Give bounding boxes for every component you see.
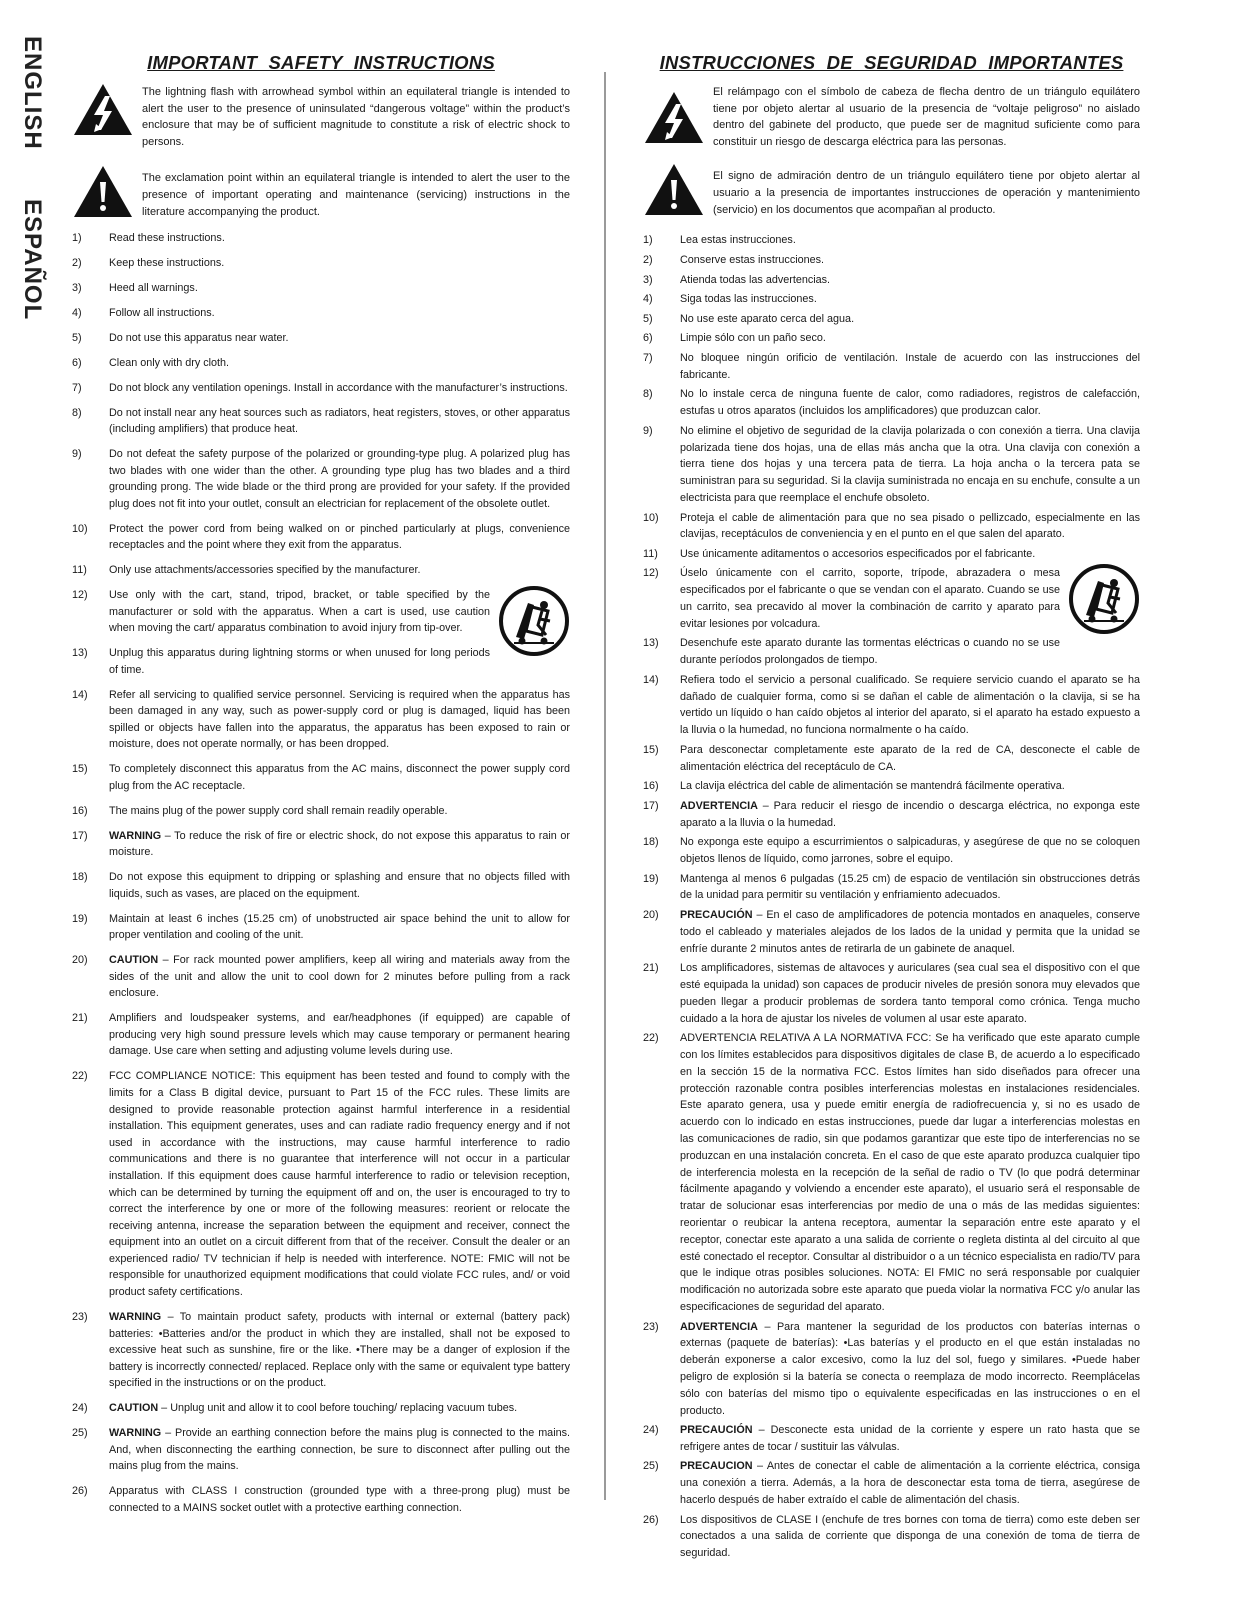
cart-tip-over-warning-icon [1068,563,1140,641]
list-item-number: 9) [72,448,82,461]
list-item [72,1400,570,1417]
list-item-text: Only use attachments/accessories specified by the manufacturer. [109,564,421,577]
list-item-label: PRECAUCIÓN [680,909,753,921]
list-item-number: 21) [643,962,659,975]
list-item-number: 25) [643,1460,659,1473]
list-item-number: 26) [643,1513,659,1526]
english-lightning-text: The lightning flash with arrowhead symbol within an equilateral triangle is intended to alert the user to the presence of uninsulated “dangerous voltage” within the product’s enclosure that may be of sufficient magnitude to constitute a risk of electric shock to persons. [142,86,570,148]
list-item-text: Do not block any ventilation openings. Install in accordance with the manufacturer’s instructions. [109,381,568,394]
list-item-label: WARNING [109,1310,162,1323]
list-item-text: Heed all warnings. [109,282,198,295]
list-item [72,952,570,1002]
list-item-number: 19) [643,872,659,885]
list-item-number: 23) [72,1310,88,1323]
spanish-exclamation-block [643,168,1140,220]
list-item-text: ADVERTENCIA RELATIVA A LA NORMATIVA FCC: Se ha verificado que este aparato cumple con los límites establecidos para dispositivos digitales de clase B, de acuerdo a lo especificado en la sección 15 de la normativa FCC. Estos límites han sido diseñados para ofrecer una protección razonable contra posibles interferencias molestas en instalaciones residenciales. Este aparato genera, usa y puede emitir energía de radiofrecuencia y, si no es usado de acuerdo con lo indicado en estas instrucciones, puede dar lugar a interferencias molestas en las comunicaciones de radio, sin que podamos garantizar que este tipo de interferencias no se produzcan en una instalación concreta. En el caso de que este aparato produzca cualquier tipo de interferencia molesta en la recepción de la señal de radio o TV (lo que podrá determinar fácilmente apagando y volviendo a encender este aparato), el usuario será el responsable de tratar de solucionar esas interferencias por medio de una o más de las medidas siguientes: reorientar o reubicar la antena receptora, aumentar la separación entre este aparato y el receptor, conectar este aparato a una salida de corriente o regleta distinta al del circuito al que esté conectado el receptor. Consultar al distribuidor o a un técnico especialista en radio/TV para que le indique otras posibles soluciones. NOTA: El FMIC no será responsable por cualquier modificación no autorizada sobre este aparato que pueda violar la normativa FCC y/o anular las especificaciones de seguridad del aparato. [680,1032,1140,1313]
list-item-text: No lo instale cerca de ninguna fuente de calor, como radiadores, registros de calefacción, estufas u otros aparatos (incluidos los amplificadores) que produzcan calor. [680,388,1140,418]
list-item-text: Maintain at least 6 inches (15.25 cm) of unobstructed air space behind the unit to allow for proper ventilation and cooling of the unit. [109,912,570,942]
list-item-number: 12) [643,567,659,580]
list-item-number: 16) [72,804,88,817]
list-item-text: Proteja el cable de alimentación para que no sea pisado o pellizcado, especialmente en las clavijas, receptáculos de conveniencia y en el punto en el que salen del aparato. [680,511,1140,541]
list-item-text: Lea estas instrucciones. [680,234,796,247]
list-item-text: No use este aparato cerca del agua. [680,312,855,325]
list-item-text: Use only with the cart, stand, tripod, bracket, or table specified by the manufacturer or sold with the apparatus. When a cart is used, use caution when moving the cart/ apparatus combination to avoid injury from tip-over. [109,589,490,635]
list-item [72,1068,570,1300]
list-item [643,672,1140,739]
language-sidebar [18,36,46,320]
list-item [72,230,570,247]
list-item-text: Unplug this apparatus during lightning storms or when unused for long periods of time. [109,647,490,676]
list-item [72,255,570,272]
column-divider [604,72,606,1500]
list-item-number: 18) [72,871,88,884]
list-item-number: 23) [643,1320,659,1333]
list-item-text: Úselo únicamente con el carrito, soporte, trípode, abrazadera o mesa especificados por el fabricante o que se vendan con el aparato. Cuando se use un carrito, sea precavido al mover la combinación de carrito y aparato para evitar lesiones por volcadura. [680,567,1060,630]
list-item [643,1458,1140,1508]
list-item-text: Refiera todo el servicio a personal cualificado. Se requiere servicio cuando el aparato se ha dañado de cualquier forma, como si se dañan el cable de alimentación o la clavija, si se ha vertido un líquido o han caído objetos al interior del aparato, si el aparato ha estado expuesto a la lluvia o la humedad, no funciona normalmente o ha caído. [680,673,1140,737]
list-item [643,834,1140,868]
list-item [643,311,1140,328]
list-item [643,510,1140,544]
list-item-text: Do not expose this equipment to dripping or splashing and ensure that no objects filled with liquids, such as vases, are placed on the equipment. [109,871,570,900]
list-item-number: 20) [643,909,659,921]
list-item-number: 3) [72,282,82,295]
list-item-text: – Provide an earthing connection before the mains plug is connected to the mains. And, when disconnecting the earthing connection, be sure to disconnect after pulling out the mains plug from the mains. [109,1427,570,1473]
list-item [72,761,570,794]
list-item [643,386,1140,420]
list-item-number: 18) [643,836,659,849]
list-item-number: 22) [72,1070,88,1083]
list-item [72,1309,570,1392]
list-item-text: Para desconectar completamente este aparato de la red de CA, desconecte el cable de alimentación eléctrica del receptáculo de CA. [680,743,1140,773]
list-item-text: – For rack mounted power amplifiers, keep all wiring and materials away from the sides of the unit and allow the unit to cool down for 2 minutes before pulling from a rack enclosure. [109,954,570,1000]
list-item [643,742,1140,776]
list-item-number: 15) [72,763,88,776]
lightning-warning-icon [72,82,134,144]
list-item-text: Amplifiers and loudspeaker systems, and ear/headphones (if equipped) are capable of producing very high sound pressure levels which may cause temporary or permanent hearing damage. Use care when setting and adjusting volume levels during use. [109,1012,570,1058]
list-item-label: PRECAUCIÓN [680,1424,753,1437]
list-item-text: Los dispositivos de CLASE I (enchufe de tres bornes con toma de tierra) como este deben ser conectados a una salida de corriente que disponga de una conexión de toma de tierra de seguridad. [680,1513,1140,1560]
list-item-label: ADVERTENCIA [680,799,758,812]
list-item-text: – To maintain product safety, products with internal or external (battery pack) batteries: •Batteries and/or the product in which they are installed, shall not be exposed to excessive heat such as sunshine, fire or the like. •There may be a danger of explosion if the battery is incorrectly connected/ replaced. Replace only with the same or equivalent type battery specified in the instructions or on the product. [109,1310,570,1390]
list-item [643,565,1140,632]
list-item-number: 2) [72,257,82,270]
list-item-label: PRECAUCION [680,1460,753,1473]
list-item [72,869,570,902]
list-item [72,355,570,372]
list-item [643,960,1140,1027]
list-item-text: – Para reducir el riesgo de incendio o descarga eléctrica, no exponga este aparato a la lluvia o la humedad. [680,799,1140,829]
list-item [643,798,1140,832]
list-item [72,521,570,554]
list-item-number: 1) [72,232,82,245]
list-item-text: – Para mantener la seguridad de los productos con baterías internas o externas (paquete de baterías): •Las baterías y el producto en el que están instaladas no deberán exponerse a calor excesivo, como la luz del sol, fuego y similares. •Puede haber peligro de explosión si la batería se conecta o reemplaza de modo incorrecto. Reemplácelas sólo con baterías del mismo tipo o equivalente especificadas en las instrucciones o en el producto. [680,1320,1140,1417]
list-item-number: 24) [72,1402,88,1415]
list-item-number: 13) [643,637,659,650]
list-item [72,803,570,820]
list-item-number: 26) [72,1485,88,1498]
list-item-text: – Desconecte esta unidad de la corriente y espere un rato hasta que se refrigere antes de tocar / sustituir las válvulas. [680,1424,1140,1453]
list-item-number: 7) [72,381,82,394]
list-item-number: 15) [643,743,659,756]
exclamation-warning-icon [72,164,134,226]
list-item-label: CAUTION [109,1402,159,1415]
english-column [72,50,570,1525]
list-item [72,562,570,579]
list-item-number: 11) [72,564,87,577]
list-item [643,546,1140,563]
list-item-number: 20) [72,954,88,967]
list-item-text: Use únicamente aditamentos o accesorios especificados por el fabricante. [680,547,1036,560]
list-item [643,423,1140,507]
list-item-label: WARNING [109,829,162,842]
list-item [72,280,570,297]
list-item [72,1483,570,1516]
list-item [643,635,1140,669]
list-item-number: 6) [643,332,653,345]
list-item-number: 3) [643,273,653,286]
list-item-text: FCC COMPLIANCE NOTICE: This equipment has been tested and found to comply with the limits for a Class B digital device, pursuant to Part 15 of the FCC rules. These limits are designed to provide reasonable protection against harmful interference in a residential installation. This equipment generates, uses and can radiate radio frequency energy and if not used in accordance with the instructions, may cause harmful interference to radio communications and there is no guarantee that interference will not occur in a particular installation. If this equipment does cause harmful interference to radio or television reception, which can be determined by turning the equipment off and on, the user is encouraged to try to correct the interference by one or more of the following measures: reorient or relocate the receiving antenna, increase the separation between the equipment and receiver, connect the equipment into an outlet on a circuit different from that of the receiver. Consult the dealer or an experienced radio/ TV technician if help is needed with interference. NOTE: FMIC will not be responsible for unauthorized equipment modifications that could violate FCC rules, and/ or void product safety certifications. [109,1070,570,1299]
list-item-text: Refer all servicing to qualified service personnel. Servicing is required when the apparatus has been damaged in any way, such as power-supply cord or plug is damaged, liquid has been spilled or objects have fallen into the apparatus, the apparatus has been exposed to rain or moisture, does not operate normally, or has been dropped. [109,688,570,751]
list-item [643,1319,1140,1420]
list-item [72,587,570,637]
list-item [643,330,1140,347]
list-item-number: 7) [643,351,653,364]
list-item-number: 19) [72,912,88,925]
list-item-text: To completely disconnect this apparatus from the AC mains, disconnect the power supply cord plug from the AC receptacle. [109,763,570,792]
list-item [643,1030,1140,1316]
list-item-number: 10) [72,522,88,535]
list-item-text: Do not defeat the safety purpose of the polarized or grounding-type plug. A polarized plug has two blades with one wider than the other. A grounding type plug has two blades and a third grounding prong. The wide blade or the third prong are provided for your safety. If the provided plug does not fit into your outlet, consult an electrician for replacement of the obsolete outlet. [109,448,570,510]
list-item-text: Atienda todas las advertencias. [680,273,831,286]
list-item-text: No exponga este equipo a escurrimientos o salpicaduras, y asegúrese de que no se coloquen objetos llenos de líquido, como jarrones, sobre el equipo. [680,836,1140,866]
list-item [72,330,570,347]
list-item-number: 4) [643,293,653,306]
list-item-number: 12) [72,589,88,602]
list-item-number: 8) [72,406,82,419]
spanish-lightning-block [643,84,1140,150]
english-exclamation-block [72,170,570,222]
list-item-number: 22) [643,1032,659,1045]
list-item-number: 6) [72,356,82,369]
list-item-text: Read these instructions. [109,232,225,245]
list-item-number: 13) [72,647,88,660]
list-item-text: Siga todas las instrucciones. [680,293,817,306]
list-item-text: Conserve estas instrucciones. [680,253,825,266]
list-item [643,1512,1140,1562]
list-item [643,252,1140,269]
list-item [72,446,570,512]
list-item [72,1010,570,1060]
list-item [72,1425,570,1475]
english-title: IMPORTANT SAFETY INSTRUCTIONS [147,52,495,73]
list-item-text: No elimine el objetivo de seguridad de la clavija polarizada o con conexión a tierra. Una clavija polarizada tiene dos hojas, una de ellas más ancha que la otra. Una clavija con conexión a tierra tiene dos hojas y una tercera pata de tierra. La hoja ancha o la tercera pata se suministran para su seguridad. Si la clavija suministrada no encaja en su enchufe, consulte a un electricista para que reemplace el enchufe obsoleto. [680,424,1140,504]
list-item [643,291,1140,308]
list-item-number: 2) [643,253,653,266]
list-item-text: Los amplificadores, sistemas de altavoces y auriculares (sea cual sea el dispositivo con el que esté equipada la unidad) son capaces de producir niveles de presión sonora muy elevados que pueden llegar a producir problemas de sordera tanto temporal como crónica. Tenga mucho cuidado a la hora de ajustar los niveles de volumen al usar este aparato. [680,962,1140,1025]
list-item [72,828,570,861]
list-item [643,907,1140,957]
list-item [643,272,1140,289]
list-item-number: 17) [643,799,659,812]
list-item-number: 5) [643,312,653,325]
spanish-title: INSTRUCCIONES DE SEGURIDAD IMPORTANTES [659,52,1124,73]
list-item-label: CAUTION [109,954,159,967]
list-item-text: The mains plug of the power supply cord shall remain readily operable. [109,804,448,817]
spanish-exclamation-text: El signo de admiración dentro de un triángulo equilátero tiene por objeto alertar al usuario a la presencia de importantes instrucciones de operación y mantenimiento (servicio) en los documentos que acompañan al producto. [713,170,1140,216]
list-item-number: 9) [643,424,653,437]
list-item [643,350,1140,384]
list-item [72,645,570,678]
list-item-number: 4) [72,307,82,320]
list-item-number: 24) [643,1424,659,1437]
list-item [643,778,1140,795]
list-item [72,305,570,322]
list-item-text: – Antes de conectar el cable de alimentación a la corriente eléctrica, consiga una conexión a tierra. Además, a la hora de desconectar esta toma de tierra, asegúrese de hacerlo después de haber extraído el cable de alimentación del chasis. [680,1460,1140,1507]
list-item-text: Keep these instructions. [109,257,225,270]
list-item-number: 10) [643,511,659,524]
list-item [643,1422,1140,1456]
list-item-label: ADVERTENCIA [680,1320,758,1333]
spanish-column [643,50,1140,1565]
exclamation-warning-icon [643,162,705,224]
list-item-text: Protect the power cord from being walked on or pinched particularly at plugs, convenience receptacles and the point where they exit from the apparatus. [109,522,570,552]
list-item-number: 14) [72,688,88,701]
list-item-number: 25) [72,1427,88,1440]
list-item-text: La clavija eléctrica del cable de alimentación se mantendrá fácilmente operativa. [680,780,1065,793]
list-item-text: Mantenga al menos 6 pulgadas (15.25 cm) de espacio de ventilación sin obstrucciones detrás de la unidad para permitir su ventilación y enfriamiento adecuados. [680,872,1140,902]
english-exclamation-text: The exclamation point within an equilateral triangle is intended to alert the user to the presence of important operating and maintenance (servicing) instructions in the literature accompanying the product. [142,172,570,218]
english-instruction-list [72,230,570,1516]
list-item-number: 17) [72,829,88,842]
list-item-text: Follow all instructions. [109,307,215,320]
list-item [72,380,570,397]
spanish-lightning-text: El relámpago con el símbolo de cabeza de flecha dentro de un triángulo equilátero tiene por objeto alertar al usuario de la presencia de “voltaje peligroso” no aislado dentro del gabinete del producto, que puede ser de magnitud suficiente como para constituir un riesgo de descarga eléctrica para las personas. [713,86,1140,148]
list-item-number: 21) [72,1012,88,1025]
list-item-text: – Unplug unit and allow it to cool before touching/ replacing vacuum tubes. [158,1402,518,1415]
list-item [72,405,570,438]
english-lightning-block [72,84,570,150]
list-item-text: Clean only with dry cloth. [109,356,230,369]
list-item-number: 16) [643,780,659,793]
list-item-number: 1) [643,234,653,247]
list-item-label: WARNING [109,1427,162,1440]
spanish-instruction-list [643,232,1140,1562]
list-item [643,232,1140,249]
list-item-text: Do not use this apparatus near water. [109,331,289,344]
sidebar-spanish-label: ESPAÑOL [19,199,46,321]
list-item-number: 8) [643,388,653,401]
list-item-text: No bloquee ningún orificio de ventilación. Instale de acuerdo con las instrucciones del fabricante. [680,351,1140,381]
list-item [72,687,570,753]
list-item-text: Apparatus with CLASS I construction (grounded type with a three-prong plug) must be connected to a MAINS socket outlet with a protective earthing connection. [109,1485,570,1514]
list-item-text: – To reduce the risk of fire or electric shock, do not expose this apparatus to rain or moisture. [109,829,570,859]
list-item-number: 5) [72,331,82,344]
list-item-number: 14) [643,673,659,686]
sidebar-english-label: ENGLISH [19,36,46,150]
list-item [72,911,570,944]
list-item-text: Desenchufe este aparato durante las tormentas eléctricas o cuando no se use durante períodos prolongados de tiempo. [680,637,1060,667]
list-item-text: – En el caso de amplificadores de potencia montados en anaqueles, conserve todo el cableado y materiales alejados de los lados de la unidad y permita que la unidad se enfríe durante 2 minutos antes de retirarla de un gabinete de anaquel. [680,909,1140,955]
list-item-number: 11) [643,547,658,560]
list-item-text: Do not install near any heat sources such as radiators, heat registers, stoves, or other apparatus (including amplifiers) that produce heat. [109,406,570,436]
lightning-warning-icon [643,90,705,152]
list-item-text: Limpie sólo con un paño seco. [680,332,826,345]
list-item [643,871,1140,905]
